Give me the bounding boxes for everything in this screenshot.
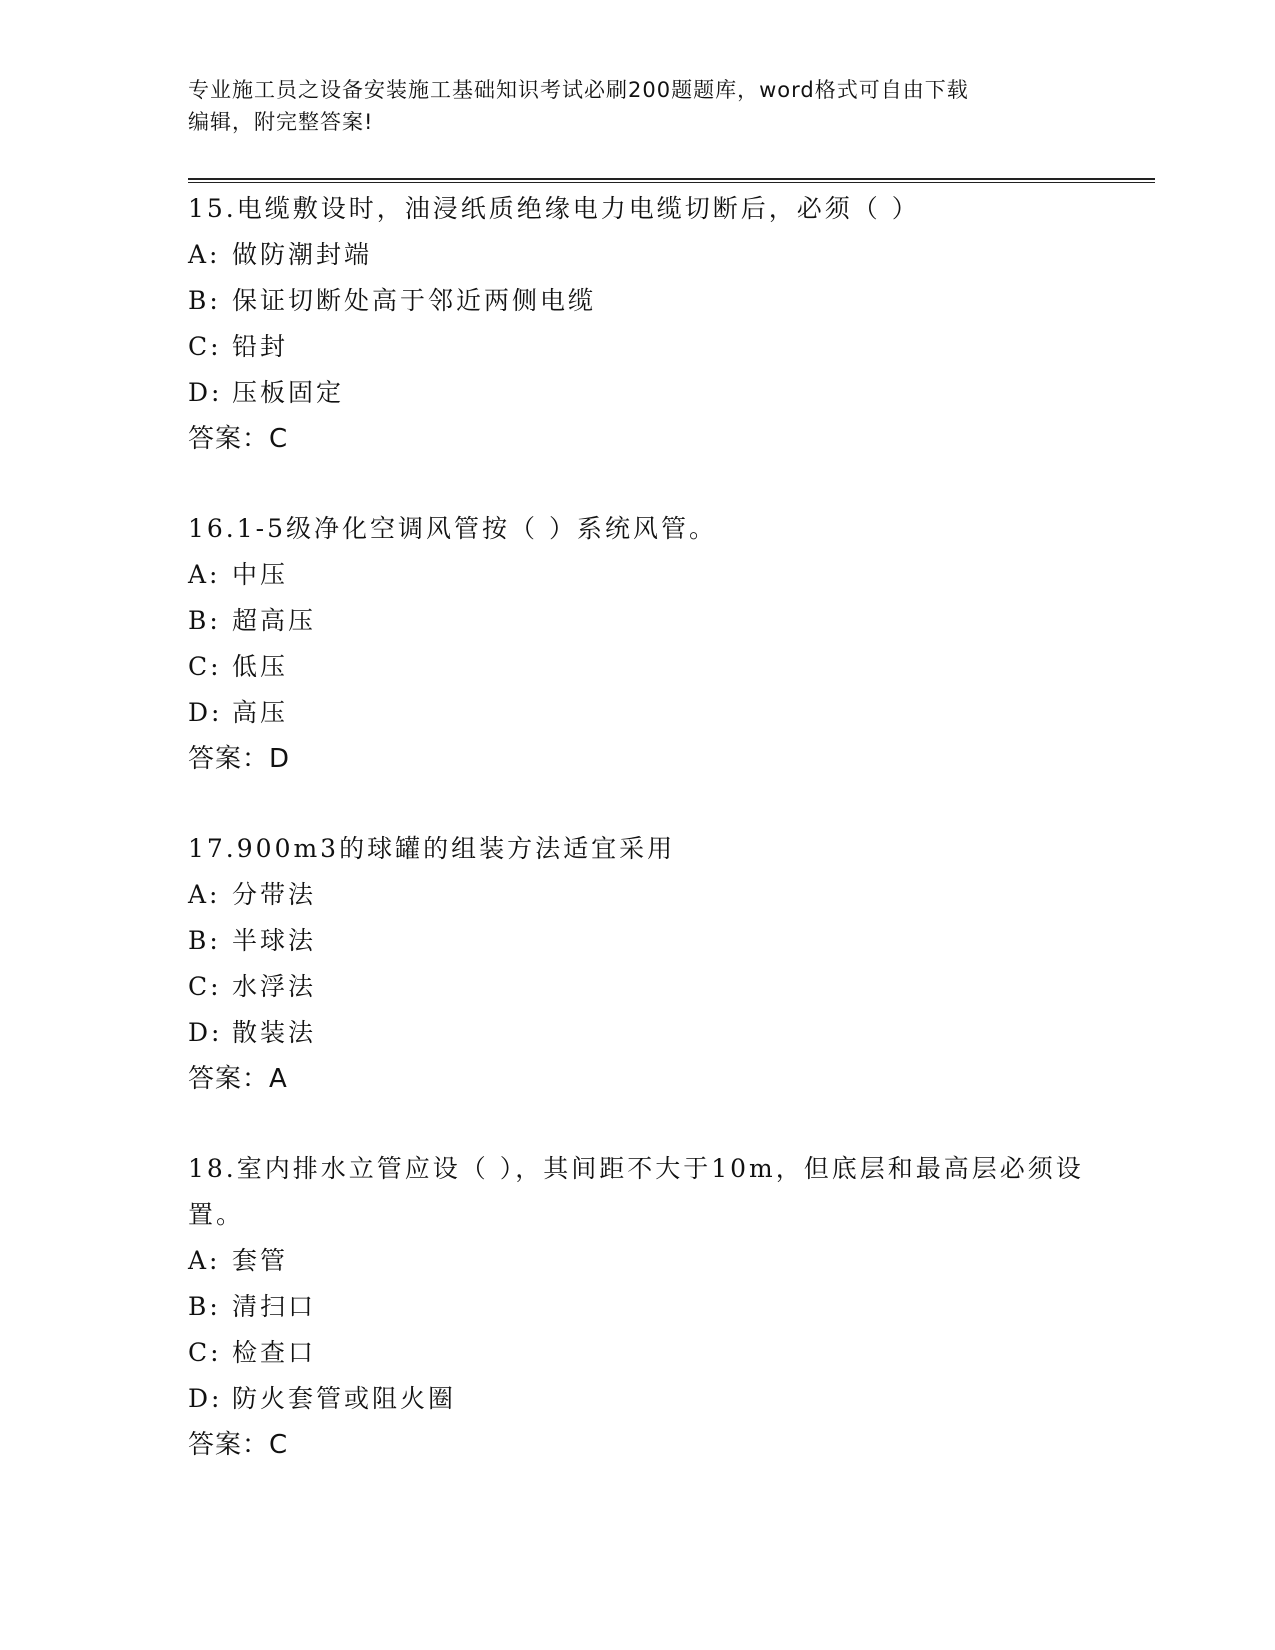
option-c xyxy=(188,1330,1148,1376)
option-text: 水浮法 xyxy=(232,972,317,1001)
option-text: 分带法 xyxy=(232,880,317,909)
answer-label: 答案：D xyxy=(188,744,291,774)
option-letter: C: xyxy=(188,1338,222,1367)
option-text: 半球法 xyxy=(232,926,317,955)
option-c xyxy=(188,644,1148,690)
question-stem: 17.900m3的球罐的组装方法适宜采用 xyxy=(188,834,676,863)
option-letter: D: xyxy=(188,1384,223,1413)
option-c xyxy=(188,964,1148,1010)
option-letter: C: xyxy=(188,332,222,361)
option-letter: A: xyxy=(188,240,221,269)
option-letter: B: xyxy=(188,606,221,635)
option-letter: A: xyxy=(188,560,221,589)
option-text: 压板固定 xyxy=(232,378,345,407)
answer-label: 答案：A xyxy=(188,1064,288,1094)
option-a xyxy=(188,552,1148,598)
option-letter: D: xyxy=(188,378,223,407)
header-line-1: 专业施工员之设备安装施工基础知识考试必刷200题题库，word格式可自由下载 xyxy=(188,78,969,102)
option-letter: C: xyxy=(188,652,222,681)
option-letter: A: xyxy=(188,1246,221,1275)
option-text: 防火套管或阻火圈 xyxy=(232,1384,457,1413)
option-text: 清扫口 xyxy=(232,1292,317,1321)
option-letter: A: xyxy=(188,880,221,909)
option-c xyxy=(188,324,1148,370)
option-letter: D: xyxy=(188,1018,223,1047)
option-text: 做防潮封端 xyxy=(232,240,373,269)
option-d xyxy=(188,1010,1148,1056)
option-a xyxy=(188,1238,1148,1284)
option-b xyxy=(188,1284,1148,1330)
option-letter: C: xyxy=(188,972,222,1001)
option-text: 保证切断处高于邻近两侧电缆 xyxy=(232,286,597,315)
question-stem: 16.1-5级净化空调风管按（ ）系统风管。 xyxy=(188,514,717,543)
option-text: 套管 xyxy=(232,1246,289,1275)
option-text: 中压 xyxy=(232,560,289,589)
option-letter: B: xyxy=(188,1292,221,1321)
option-d xyxy=(188,690,1148,736)
option-text: 超高压 xyxy=(232,606,317,635)
answer-label: 答案：C xyxy=(188,1430,289,1460)
question-stem: 15.电缆敷设时，油浸纸质绝缘电力电缆切断后，必须（ ） xyxy=(188,194,920,223)
option-b xyxy=(188,278,1148,324)
option-a xyxy=(188,872,1148,918)
answer-label: 答案：C xyxy=(188,424,289,454)
option-text: 低压 xyxy=(232,652,289,681)
option-d xyxy=(188,1376,1148,1422)
option-text: 散装法 xyxy=(232,1018,317,1047)
option-a xyxy=(188,232,1148,278)
question-stem: 18.室内排水立管应设（ ），其间距不大于10m，但底层和最高层必须设置。 xyxy=(188,1154,1084,1229)
header-divider xyxy=(188,178,1155,183)
option-text: 检查口 xyxy=(232,1338,317,1367)
question-block xyxy=(188,1146,1148,1468)
option-d xyxy=(188,370,1148,416)
question-block xyxy=(188,826,1148,1102)
header-line-2: 编辑，附完整答案! xyxy=(188,110,374,134)
option-b xyxy=(188,598,1148,644)
document-header xyxy=(188,74,1088,138)
question-block xyxy=(188,186,1148,462)
option-b xyxy=(188,918,1148,964)
option-letter: B: xyxy=(188,926,221,955)
option-letter: B: xyxy=(188,286,221,315)
question-block xyxy=(188,506,1148,782)
option-text: 铅封 xyxy=(232,332,289,361)
option-text: 高压 xyxy=(232,698,289,727)
option-letter: D: xyxy=(188,698,223,727)
